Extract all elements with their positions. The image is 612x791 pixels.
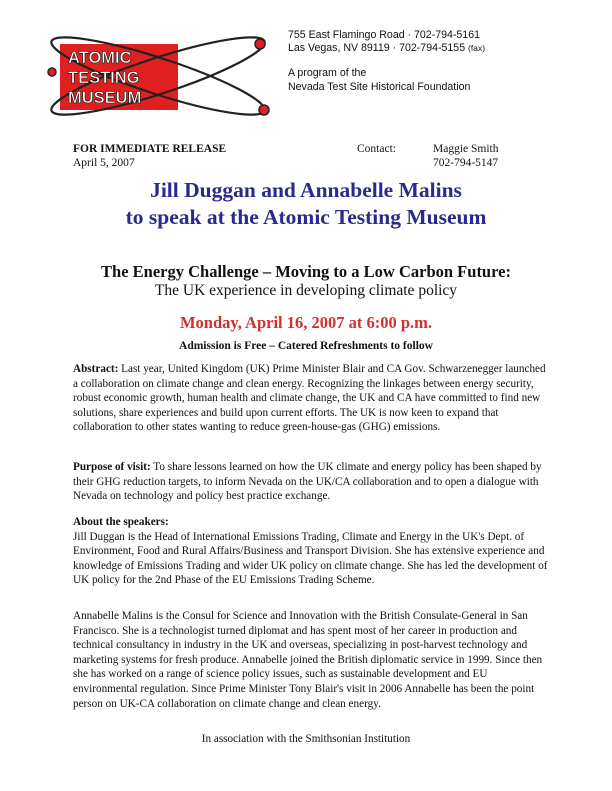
abstract-text: Last year, United Kingdom (UK) Prime Minister Blair and CA Gov. Schwarzenegger launched a collaboration on climate change and clean energy. Recognizing the linkages between energy security, robust economic growth, human health and climate change, the UK and CA have committed to find new solutions, share experiences and build upon current efforts. The UK is now keen to expand that collaboration to other states wanting to reduce green-house-gas (GHG) emissions. bbox=[73, 363, 546, 434]
subtitle-line-2: The UK experience in developing climate policy bbox=[154, 282, 458, 299]
atomic-testing-museum-logo bbox=[38, 20, 278, 120]
release-block bbox=[73, 142, 226, 170]
abstract-label: Abstract: bbox=[73, 363, 119, 375]
footer-association: In association with the Smithsonian Institution bbox=[201, 733, 411, 745]
admission-note: Admission is Free – Catered Refreshments to follow bbox=[179, 340, 433, 352]
headline bbox=[0, 177, 612, 231]
speaker-duggan-bio: Jill Duggan is the Head of International Emissions Trading, Climate and Energy in the UK's Dept. of Environment, Food and Rural Affairs/Business and Transport Division. She has extensive experience and knowledge of Emissions Trading and wider UK policy on climate change. She has led the development of UK policy for the 2nd Phase of the EU Emissions Trading Scheme. bbox=[73, 530, 548, 587]
contact-name: Maggie Smith bbox=[433, 143, 499, 155]
speakers-section bbox=[73, 515, 553, 588]
contact-info bbox=[433, 142, 499, 170]
logo-line-2: TESTING bbox=[68, 69, 140, 87]
speakers-label: About the speakers: bbox=[73, 516, 169, 528]
purpose-paragraph bbox=[73, 460, 553, 504]
abstract-paragraph bbox=[73, 362, 553, 435]
headline-line-2: to speak at the Atomic Testing Museum bbox=[125, 205, 487, 229]
release-label: FOR IMMEDIATE RELEASE bbox=[73, 143, 227, 155]
speaker-malins-bio: Annabelle Malins is the Consul for Science and Innovation with the British Consulate-General in San Francisco. She is a technologist turned diplomat and has spent most of her career in production and technical consultancy in industry in the UK and overseas, specializing in post-harvest technology and marketing systems for fresh produce. Annabelle joined the British diplomatic service in 1999. Since then she has worked on a range of science policy issues, such as sustainable development and EU environmental regulation. Since Prime Minister Tony Blair's visit in 2006 Annabelle has been the point person on UK-CA collaboration on climate change and clean energy. bbox=[73, 610, 543, 710]
release-date: April 5, 2007 bbox=[73, 157, 135, 169]
fax-label: (fax) bbox=[468, 43, 486, 54]
purpose-label: Purpose of visit: bbox=[73, 461, 151, 473]
program-line-2: Nevada Test Site Historical Foundation bbox=[288, 80, 471, 93]
subtitle-line-1: The Energy Challenge – Moving to a Low Carbon Future: bbox=[101, 262, 511, 281]
purpose-text: To share lessons learned on how the UK climate and energy policy has been shaped by their GHG reduction targets, to inform Nevada on the UK/CA collaboration and to open a dialogue with Nevada on technology and policy best practice exchange. bbox=[73, 461, 542, 503]
address-line-1: 755 East Flamingo Road · 702-794-5161 bbox=[288, 29, 480, 41]
headline-line-1: Jill Duggan and Annabelle Malins bbox=[150, 178, 462, 202]
address-line-2: Las Vegas, NV 89119 · 702-794-5155 (fax) bbox=[288, 42, 486, 55]
logo-line-3: MUSEUM bbox=[68, 89, 142, 107]
contact-phone: 702-794-5147 bbox=[433, 157, 499, 169]
logo-line-1: ATOMIC bbox=[68, 49, 132, 67]
event-date: Monday, April 16, 2007 at 6:00 p.m. bbox=[179, 313, 433, 332]
contact-label: Contact: bbox=[357, 143, 396, 155]
org-address-block bbox=[288, 29, 485, 94]
program-line-1: A program of the bbox=[288, 67, 367, 80]
